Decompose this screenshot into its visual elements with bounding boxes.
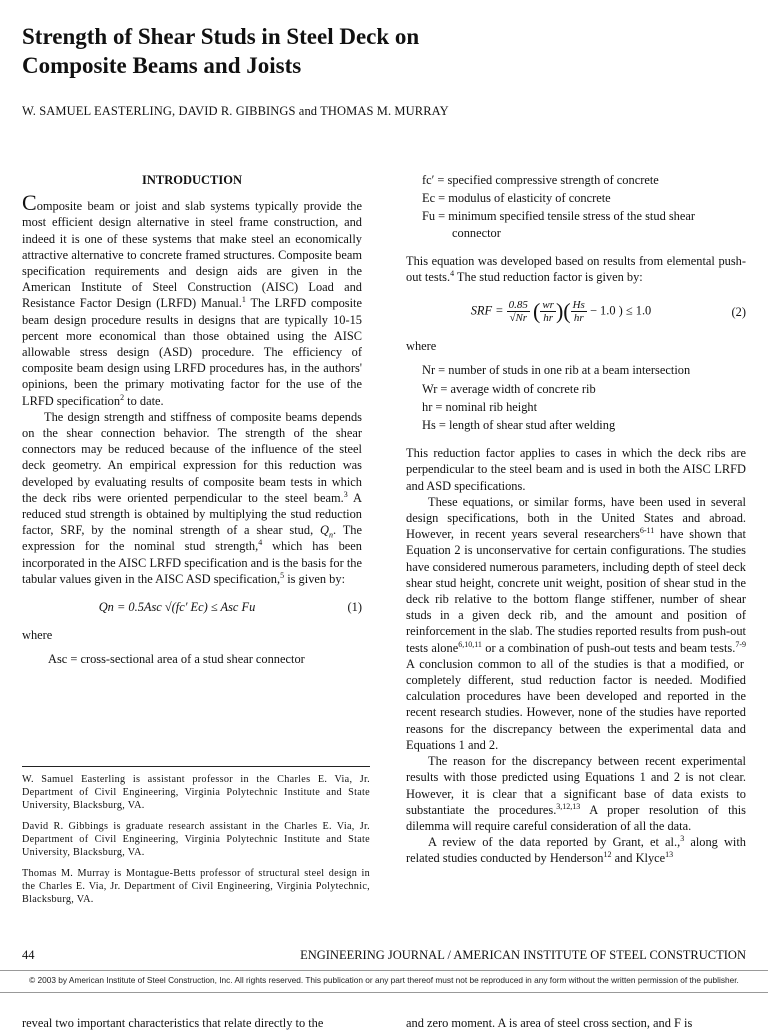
definition-hr: hr = nominal rib height bbox=[422, 399, 538, 414]
author-footnotes bbox=[22, 766, 370, 914]
title-line-1: Strength of Shear Studs in Steel Deck on bbox=[22, 24, 420, 49]
definition-fc: fc′ = specified compressive strength of concrete bbox=[422, 173, 659, 187]
definition-hs: Hs = length of shear stud after welding bbox=[422, 418, 616, 433]
page-footer bbox=[22, 948, 746, 963]
body-paragraph-4: This reduction factor applies to cases in which the deck ribs are perpendicular to the steel beam and is used in both the AISC LRFD and ASD specifications. bbox=[406, 446, 746, 493]
body-paragraph-6: The reason for the discrepancy between recent experimental results with those predicted using Equations 1 and 2 is not clear. However, it is clear that a significant base of data exists to substantiate the procedures.$^{3,12,13}$ A proper resolution of this dilemma will require careful consideration of all the data. bbox=[406, 754, 746, 833]
body-paragraph-5: These equations, or similar forms, have been used in several design specifications, both in the United States and abroad. However, in recent years several researchers$^{6-11}$ have shown that Equation 2 is unconservative for certain configurations. The studies have considered numerous parameters, including depth of steel deck shear stud height, concrete unit weight, position of shear stud in the deck rib relative to the bottom flange stiffener, number of shear studs in a given deck rib, and the amount and position of reinforcement in the slab. The studies reported results from push-out tests alone$^{6,10,11}$ or a combination of push-out tests and beam tests.$^{7-9}$ A conclusion common to all of the studies is that a modified, or completely different, stud reduction factor is needed. Modified calculation procedures have been developed and reported in the recent research studies. However, none of the studies have reported reasons for the discrepancy between the experimental data and Equations 1 and 2. bbox=[406, 494, 746, 752]
footnote-1: W. Samuel Easterling is assistant professor in the Charles E. Via, Jr. Department of Civil Engineering, Virginia Polytechnic Institute and State University, Blacksburg, VA. bbox=[22, 774, 370, 811]
drop-cap: C bbox=[22, 190, 37, 216]
fraction-085: $\frac{0.85}{√Nr}$ bbox=[508, 299, 528, 325]
equation-intro-paragraph: This equation was developed based on results from elemental push-out tests.$^4$ The stud reduction factor is given by: bbox=[406, 253, 746, 285]
equation-2 bbox=[406, 299, 746, 324]
author-list: W. SAMUEL EASTERLING, DAVID R. GIBBINGS and THOMAS M. MURRAY bbox=[22, 104, 449, 118]
intro-paragraph-2: The design strength and stiffness of composite beams depends on the shear connection behavior. The strength of the shear connectors may be reduced because of the influence of the steel deck geometry. An empirical expression for this reduction was developed by evaluating results of composite beam tests in which the deck ribs were oriented perpendicular to the steel beam.$^3$ A reduced stud strength is obtained by multiplying the stud reduction factor, SRF, by the nominal strength of a shear stud, $Q_n$. The expression for the nominal stud strength,$^4$ which has been incorporated in the AISC LRFD specification and is the basis for the tabular values given in the AISC ASD specification,$^5$ is given by: bbox=[22, 409, 362, 586]
fraction-wr-hr: $\frac{wr}{hr}$ bbox=[542, 299, 554, 325]
title-line-2: Composite Beams and Joists bbox=[22, 53, 302, 78]
equation-1 bbox=[22, 599, 362, 615]
next-page-right-snippet: and zero moment. A is area of steel cross section, and F is bbox=[406, 1016, 693, 1030]
definition-list-top bbox=[406, 172, 746, 241]
copyright-top-rule bbox=[0, 970, 768, 971]
equation-1-body: Qn = 0.5Asc √(fc′ Ec) ≤ Asc Fu bbox=[98, 600, 256, 615]
definition-ec: Ec = modulus of elasticity of concrete bbox=[422, 191, 611, 206]
intro-paragraph-1: Composite beam or joist and slab systems typically provide the most efficient design alternative in steel frame construction, and indeed it is one of these systems that make steel an economically attractive alternative to concrete framed structures. Composite beam specification requirements and design aids are given in the American Institute of Steel Construction (AISC) Load and Resistance Factor Design (LRFD) Manual.$^1$ The LRFD composite beam design procedure results in designs that are typically 10-15 percent more economical than those obtained using the AISC allowable stress design (ASD) procedure. The efficiency of composite beam design using LRFD procedures has, in the authors' opinions, been the primary motivating factor for the use of the LRFD specification$^2$ to date. bbox=[22, 190, 362, 408]
definition-list-srf bbox=[406, 362, 746, 433]
next-page-left-snippet: reveal two important characteristics that relate directly to the bbox=[22, 1016, 324, 1030]
definition-nr: Nr = number of studs in one rib at a beam intersection bbox=[422, 363, 691, 378]
page-number: 44 bbox=[22, 948, 35, 962]
left-column bbox=[22, 172, 362, 670]
definition-list bbox=[22, 651, 362, 667]
journal-name: ENGINEERING JOURNAL / AMERICAN INSTITUTE OF STEEL CONSTRUCTION bbox=[300, 948, 746, 962]
fraction-hs-hr: $\frac{Hs}{hr}$ bbox=[572, 299, 585, 325]
footnote-2: David R. Gibbings is graduate research assistant in the Charles E. Via, Jr. Department of Civil Engineering, Virginia Polytechnic Institute and State University, Blacksburg, VA. bbox=[22, 821, 370, 858]
definition-asc: Asc = cross-sectional area of a stud shear connector bbox=[48, 652, 305, 667]
footnote-3: Thomas M. Murray is Montague-Betts professor of structural steel design in the Charles E. Via, Jr. Department of Civil Engineering, Virginia Polytechnic, Blacksburg, VA. bbox=[22, 868, 370, 905]
where-label-2: where bbox=[406, 339, 437, 354]
paper-title bbox=[22, 22, 722, 80]
definition-wr: Wr = average width of concrete rib bbox=[422, 381, 596, 396]
section-heading: INTRODUCTION bbox=[141, 173, 242, 187]
definition-fu: Fu = minimum specified tensile stress of the stud shear connector bbox=[422, 209, 695, 240]
copyright-bottom-rule bbox=[0, 992, 768, 993]
footnote-divider bbox=[22, 766, 370, 767]
body-paragraph-7: A review of the data reported by Grant, et al.,$^3$ along with related studies conducted by Henderson$^{12}$ and Klyce$^{13}$ bbox=[406, 833, 746, 866]
copyright-notice: © 2003 by American Institute of Steel Construction, Inc. All rights reserved. This publication or any part thereof must not be reproduced in any form without the written permission of the publisher. bbox=[29, 975, 739, 985]
equation-1-number: (1) bbox=[347, 600, 362, 615]
right-column bbox=[406, 172, 746, 867]
equation-2-number: (2) bbox=[731, 304, 746, 319]
where-label: where bbox=[22, 628, 53, 643]
equation-2-body: SRF = $\frac{0.85}{√Nr}$ ( $\frac{wr}{hr}$ )( $\frac{Hs}{hr}$ − 1.0 ) ≤ 1.0 bbox=[470, 298, 652, 325]
